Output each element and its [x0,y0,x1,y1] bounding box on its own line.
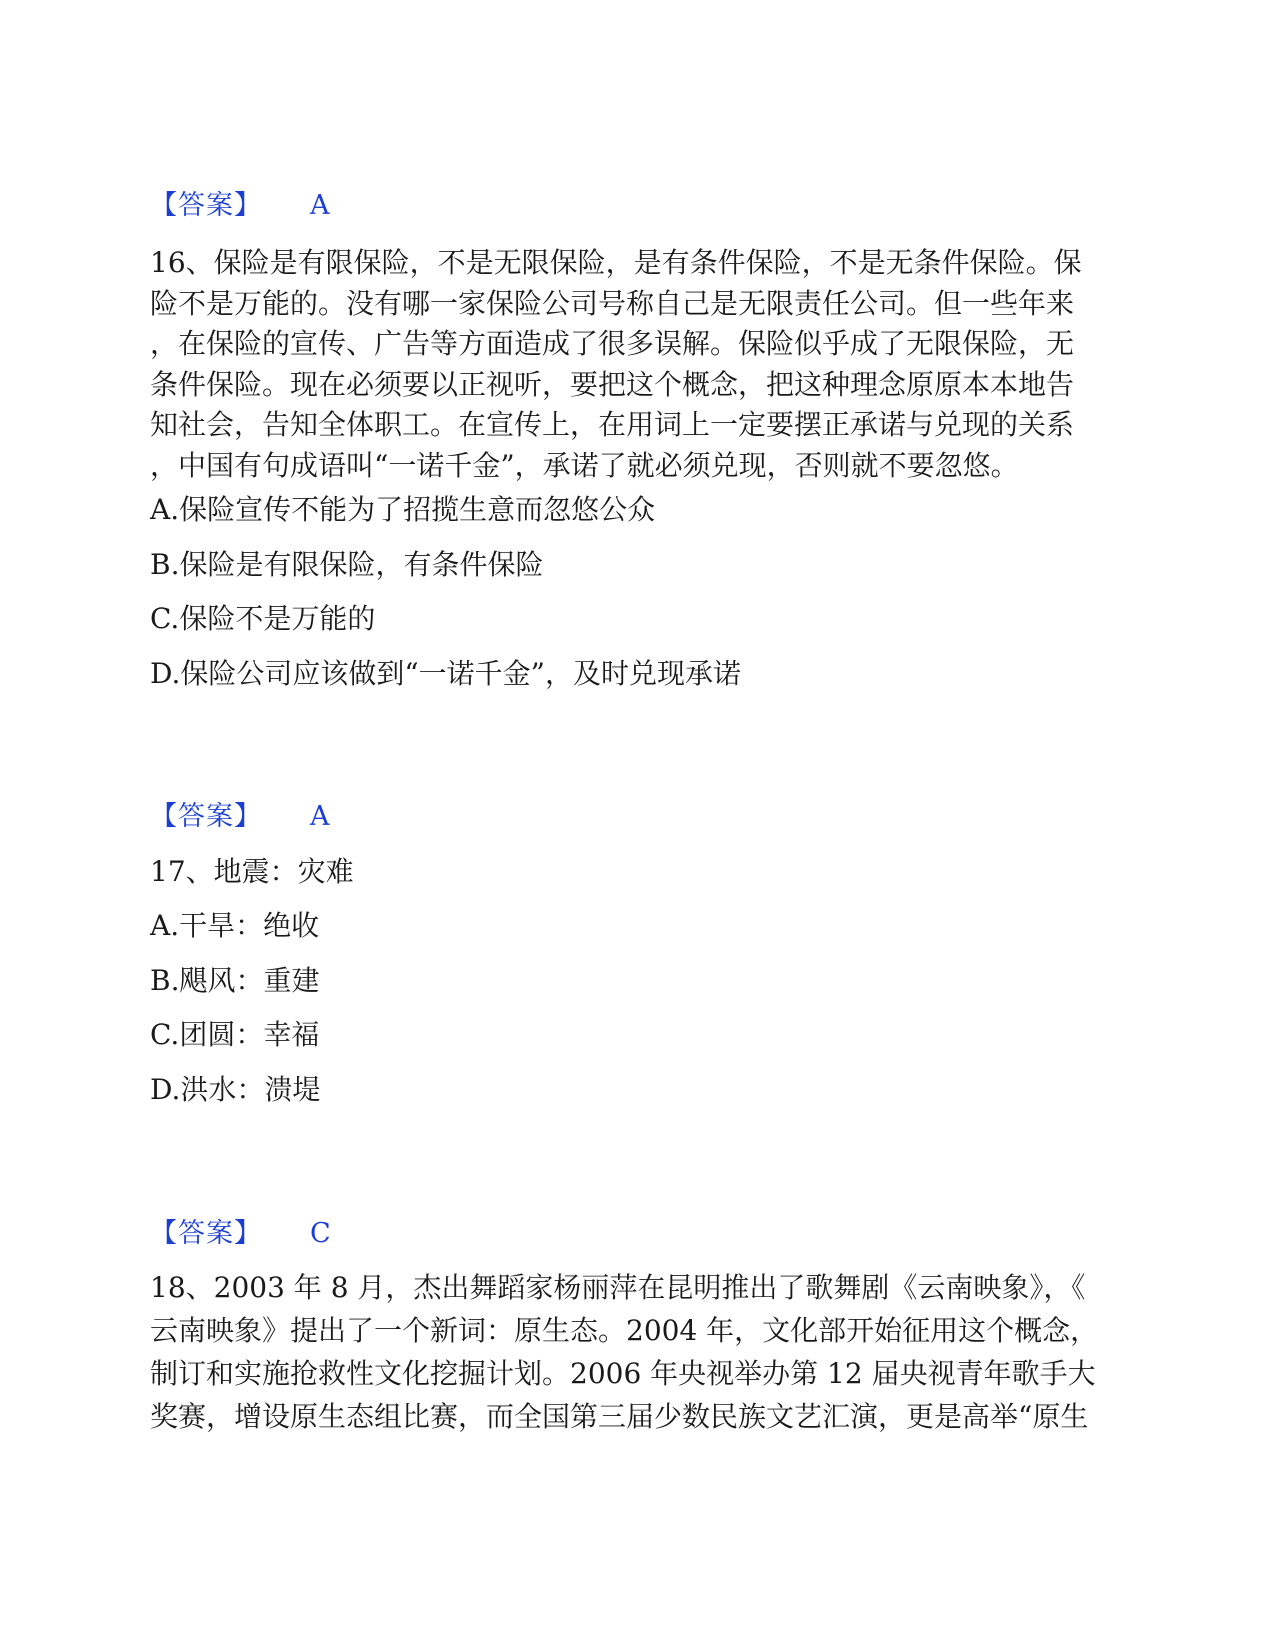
answer-value: C [310,1218,331,1249]
question-18-stem [150,1266,1130,1438]
question-17-stem: 17、地震：灾难 [150,855,354,888]
question-line: 知社会，告知全体职工。在宣传上，在用词上一定要摆正承诺与兑现的关系 [150,408,1075,441]
option-c: C.团圆：幸福 [150,1018,320,1051]
answer-label: 【答案】 [150,1218,262,1249]
option-d: D.洪水：溃堤 [150,1073,321,1106]
question-line: 16、保险是有限保险，不是无限保险，是有条件保险，不是无条件保险。保 [150,246,1082,279]
answer-line-q16 [150,799,330,835]
option-b: B.保险是有限保险，有条件保险 [150,548,544,581]
question-line: ，中国有句成语叫“一诺千金”，承诺了就必须兑现，否则就不要忽悠。 [150,448,1019,482]
question-line: 奖赛，增设原生态组比赛，而全国第三届少数民族文艺汇演，更是高举“原生 [150,1400,1089,1433]
question-line: 18、2003 年 8 月，杰出舞蹈家杨丽萍在昆明推出了歌舞剧《云南映象》，《 [150,1271,1086,1304]
question-line: 云南映象》提出了一个新词：原生态。2004 年，文化部开始征用这个概念， [150,1314,1099,1347]
option-a: A.干旱：绝收 [150,909,320,942]
question-line: ，在保险的宣传、广告等方面造成了很多误解。保险似乎成了无限保险，无 [150,327,1075,360]
question-line: 条件保险。现在必须要以正视听，要把这个概念，把这种理念原原本本地告 [150,367,1075,401]
option-a: A.保险宣传不能为了招揽生意而忽悠公众 [150,493,656,526]
answer-value: A [310,801,330,832]
option-b: B.飓风：重建 [150,964,320,997]
option-c: C.保险不是万能的 [150,602,376,635]
question-16-stem [150,243,1130,486]
answer-label: 【答案】 [150,190,262,221]
answer-value: A [310,190,330,221]
option-d: D.保险公司应该做到“一诺千金”，及时兑现承诺 [150,657,741,690]
answer-line-q17 [150,1216,331,1252]
answer-label: 【答案】 [150,801,262,832]
question-line: 制订和实施抢救性文化挖掘计划。2006 年央视举办第 12 届央视青年歌手大 [150,1357,1096,1390]
question-line: 险不是万能的。没有哪一家保险公司号称自己是无限责任公司。但一些年来 [150,286,1075,320]
answer-line-q15 [150,188,330,224]
